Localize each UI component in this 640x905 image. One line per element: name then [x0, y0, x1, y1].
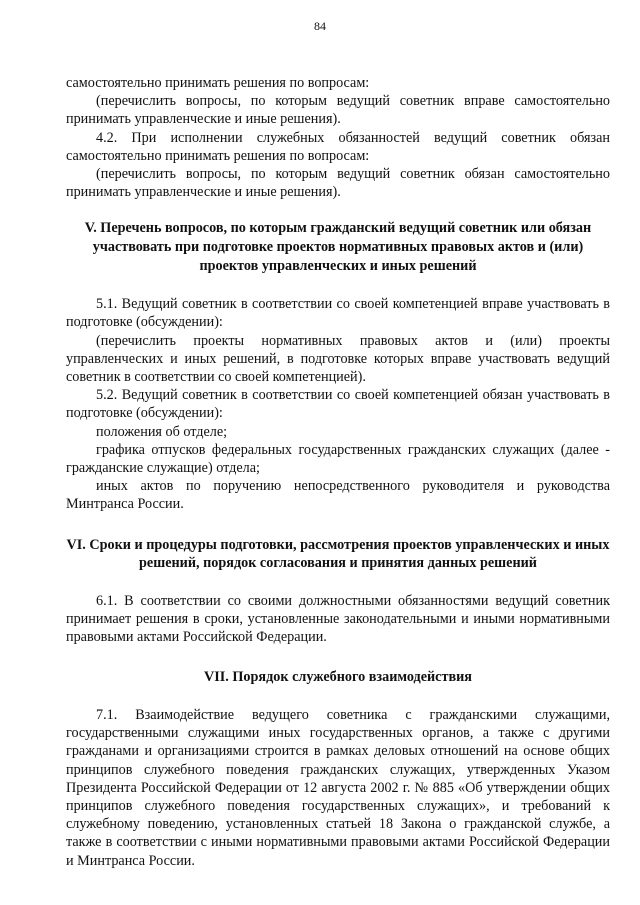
document-body: [66, 74, 610, 870]
paragraph: положения об отделе;: [96, 423, 228, 440]
paragraph: 7.1. Взаимодействие ведущего советника с гражданскими служащими, государственными служащими иных государственных органов, а также с другими гражданами и организациями строится в рамках деловых отношений на основе общих принципов служебного поведения гражданских служащих, утвержденных Указом Президента Российской Федерации от 12 августа 2002 г. № 885 «Об утверждении общих принципов служебного поведения государственных служащих», и требований к служебному поведению, установленных статьей 18 Закона о гражданской службе, а также в соответствии с иными нормативными правовыми актами Российской Федерации и Минтранса России.: [66, 707, 610, 869]
section-heading: V. Перечень вопросов, по которым гражданский ведущий советник или обязан участвовать при подготовке проектов нормативных правовых актов и (или) проектов управленческих и иных решений: [84, 220, 592, 274]
paragraph: графика отпусков федеральных государственных гражданских служащих (далее - гражданские служащие) отдела;: [66, 441, 610, 477]
paragraph: 5.2. Ведущий советник в соответствии со своей компетенцией обязан участвовать в подготовке (обсуждении):: [66, 387, 610, 422]
paragraph: (перечислить проекты нормативных правовых актов и (или) проекты управленческих и иных решений, в подготовке которых вправе участвовать ведущий советник в соответствии со своей компетенцией).: [66, 332, 610, 386]
paragraph: (перечислить вопросы, по которым ведущий советник обязан самостоятельно принимать управленческие и иные решения).: [66, 166, 610, 201]
section-heading: VII. Порядок служебного взаимодействия: [204, 669, 472, 686]
paragraph: (перечислить вопросы, по которым ведущий советник вправе самостоятельно принимать управленческие и иные решения).: [66, 93, 610, 128]
paragraph: 4.2. При исполнении служебных обязанностей ведущий советник обязан самостоятельно принимать решения по вопросам:: [66, 129, 610, 164]
paragraph: 5.1. Ведущий советник в соответствии со своей компетенцией вправе участвовать в подготовке (обсуждении):: [66, 296, 610, 331]
section-heading: VI. Сроки и процедуры подготовки, рассмотрения проектов управленческих и иных решений, порядок согласования и принятия данных решений: [66, 536, 610, 572]
page-number: 84: [314, 19, 326, 33]
paragraph: иных актов по поручению непосредственного руководителя и руководства Минтранса России.: [66, 478, 610, 513]
paragraph: 6.1. В соответствии со своими должностными обязанностями ведущий советник принимает решения в сроки, установленные законодательными и иными нормативными правовыми актами Российской Федерации.: [66, 592, 610, 646]
paragraph: самостоятельно принимать решения по вопросам:: [66, 75, 370, 91]
